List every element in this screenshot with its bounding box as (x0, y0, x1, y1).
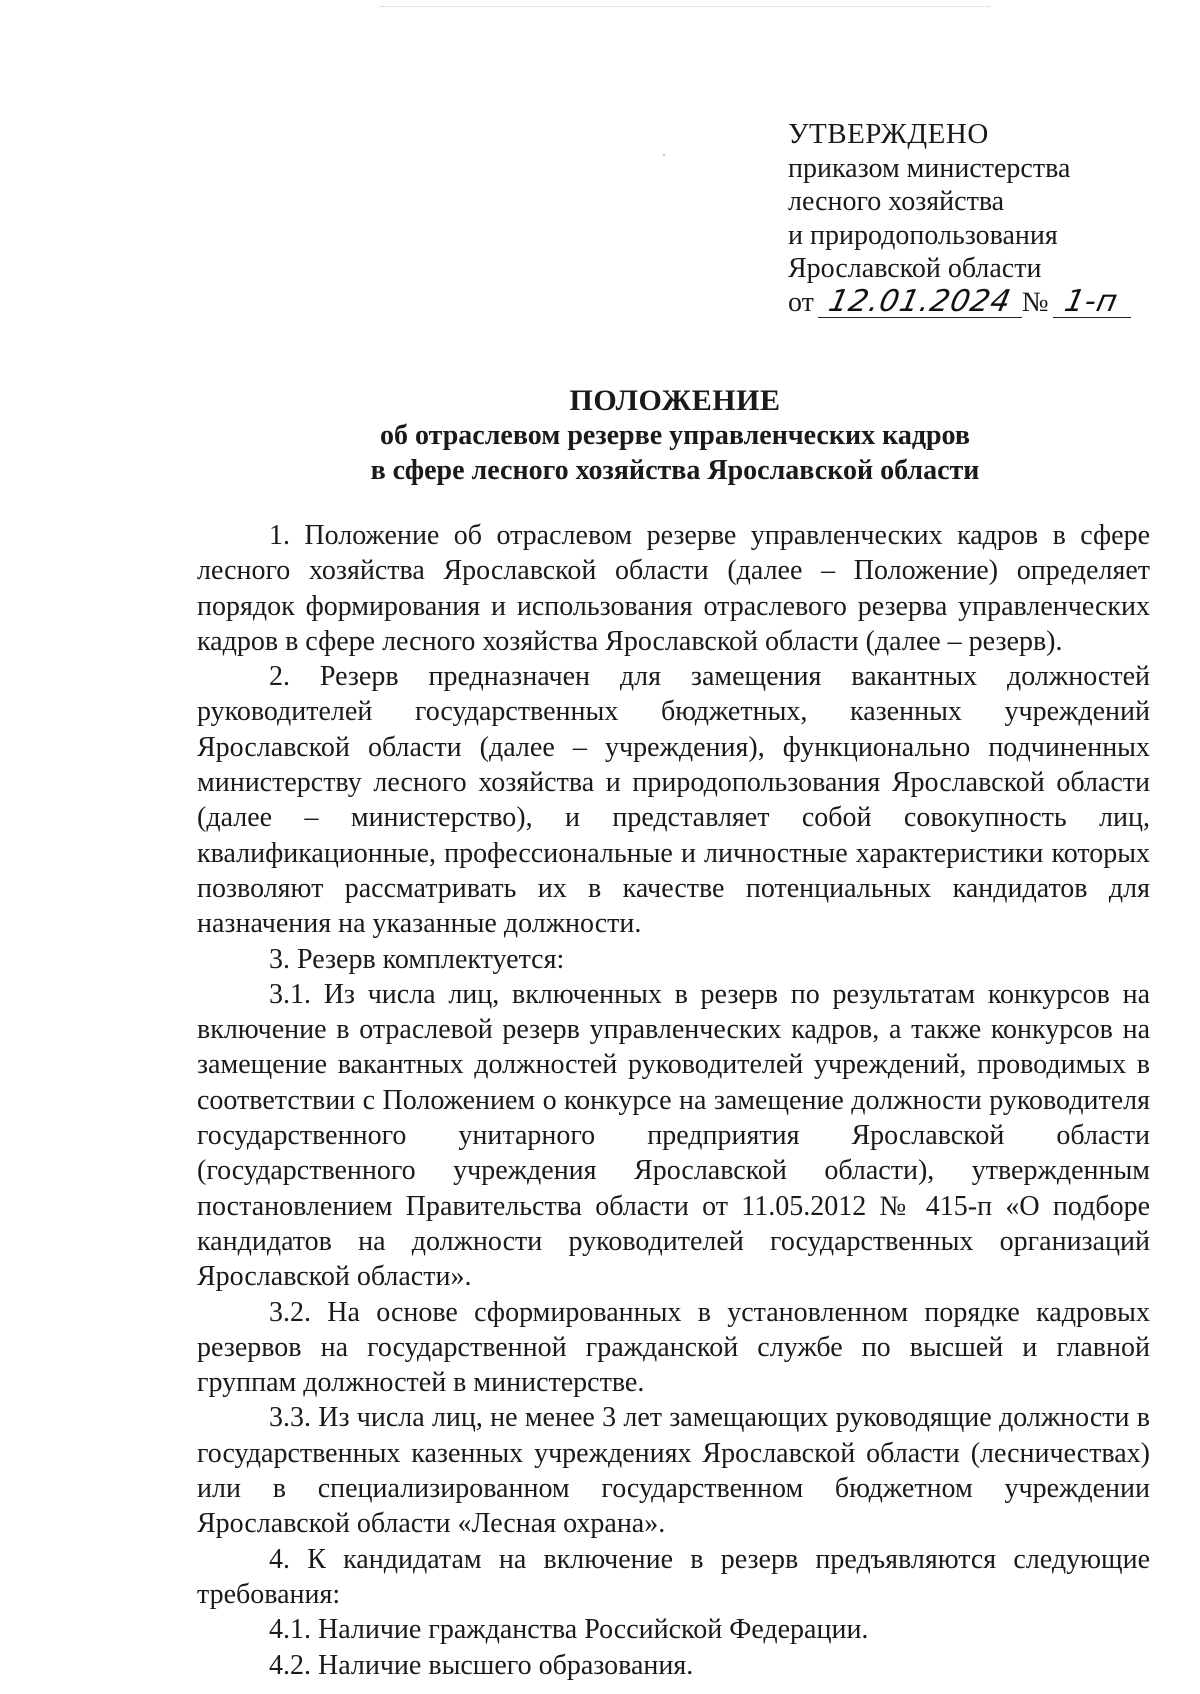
number-label: № (1021, 286, 1049, 318)
approval-line-1: приказом министерства (788, 152, 1071, 184)
approval-line-3: и природопользования (788, 219, 1058, 251)
paragraph-4-1: 4.1. Наличие гражданства Российской Федерации. (269, 1614, 869, 1646)
approval-line-4: Ярославской области (788, 253, 1042, 284)
scan-artifact (380, 6, 990, 7)
handwritten-date-field (818, 283, 1022, 319)
from-label: от (788, 286, 814, 318)
title-subtitle-1: об отраслевом резерве управленческих кадров (380, 420, 970, 451)
approval-stamp-block (788, 118, 1131, 319)
scan-speck (663, 154, 665, 156)
paragraph-4-2: 4.2. Наличие высшего образования. (269, 1649, 694, 1681)
approval-date-line (788, 283, 1131, 320)
handwritten-date: 12.01.2024 (825, 283, 1015, 319)
paragraph-3-2: 3.2. На основе сформированных в установленном порядке кадровых резервов на государственной гражданской службе по высшей и главной группам должностей в министерстве. (197, 1296, 1150, 1399)
handwritten-number: 1-п (1061, 283, 1122, 319)
paragraph-4: 4. К кандидатам на включение в резерв предъявляются следующие требования: (197, 1543, 1150, 1610)
handwritten-number-field (1053, 283, 1131, 319)
document-body (197, 518, 1150, 1683)
approval-line-2: лесного хозяйства (788, 186, 1005, 217)
paragraph-1: 1. Положение об отраслевом резерве управленческих кадров в сфере лесного хозяйства Ярославской области (далее – Положение) определяет порядок формирования и использования отраслевого резерва управленческих кадров в сфере лесного хозяйства Ярославской области (далее – резерв). (197, 520, 1150, 657)
document-title (200, 383, 1150, 488)
paragraph-3-3: 3.3. Из числа лиц, не менее 3 лет замещающих руководящие должности в государственных казенных учреждениях Ярославской области (лесничествах) или в специализированном государственном бюджетном учреждении Ярославской области «Лесная охрана». (197, 1402, 1150, 1540)
title-main: ПОЛОЖЕНИЕ (569, 384, 781, 417)
paragraph-2: 2. Резерв предназначен для замещения вакантных должностей руководителей государственных бюджетных, казенных учреждений Ярославской области (далее – учреждения), функционально подчиненных министерству лесного хозяйства и природопользования Ярославской области (далее – министерство), и представляет собой совокупность лиц, квалификационные, профессиональные и личностные характеристики которых позволяют рассматривать их в качестве потенциальных кандидатов для назначения на указанные должности. (197, 661, 1150, 940)
paragraph-3: 3. Резерв комплектуется: (269, 943, 565, 975)
paragraph-3-1: 3.1. Из числа лиц, включенных в резерв по результатам конкурсов на включение в отраслевой резерв управленческих кадров, а также конкурсов на замещение вакантных должностей руководителей учреждений, проводимых в соответствии с Положением о конкурсе на замещение должности руководителя государственного унитарного предприятия Ярославской области (государственного учреждения Ярославской области), утвержденным постановлением Правительства области от 11.05.2012 № 415-п «О подборе кандидатов на должности руководителей государственных организаций Ярославской области». (197, 978, 1150, 1293)
approval-heading: УТВЕРЖДЕНО (788, 118, 989, 150)
title-subtitle-2: в сфере лесного хозяйства Ярославской области (370, 455, 980, 486)
